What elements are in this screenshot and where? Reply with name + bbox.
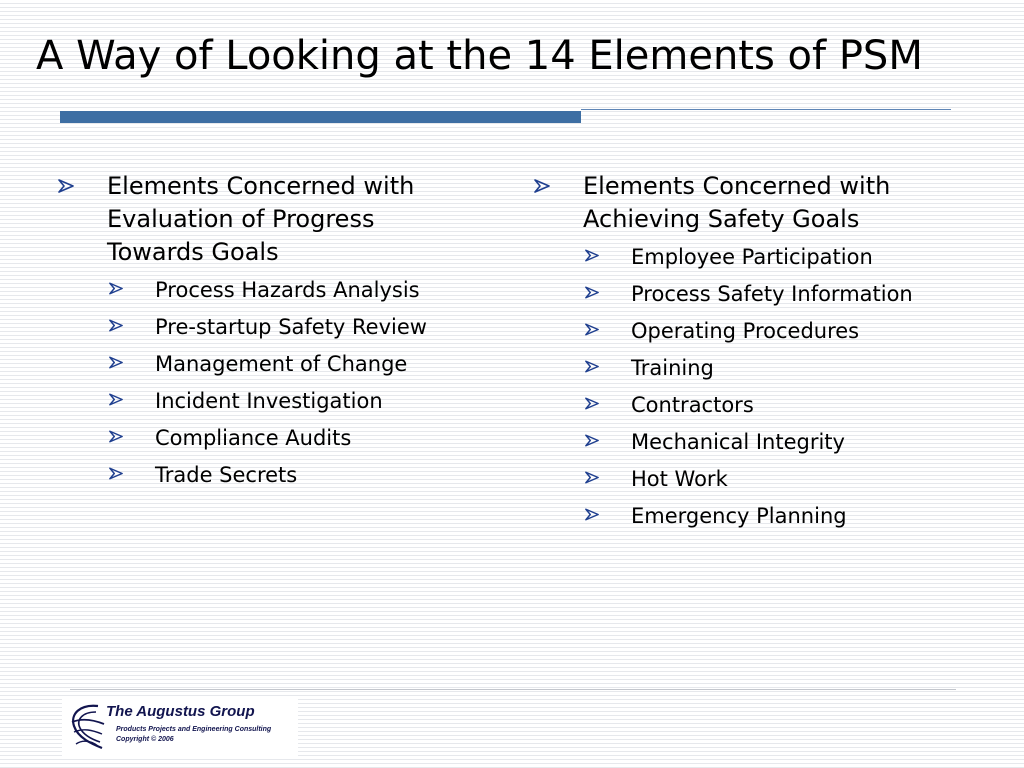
arrow-bullet-icon <box>532 170 583 193</box>
list-item <box>583 242 972 272</box>
list-item <box>583 353 972 383</box>
list-item-label: Operating Procedures <box>631 319 860 343</box>
arrow-bullet-icon <box>56 170 107 193</box>
list-item-label: Management of Change <box>155 352 408 376</box>
title-underline-thick <box>60 111 581 123</box>
right-column <box>532 170 972 538</box>
list-item-label: Incident Investigation <box>155 389 383 413</box>
list-item-label: Contractors <box>631 393 754 417</box>
arrow-bullet-icon <box>583 464 631 484</box>
left-sub-list <box>56 275 476 490</box>
list-item-label: Process Safety Information <box>631 282 913 306</box>
list-item-label: Emergency Planning <box>631 504 847 528</box>
list-item <box>583 501 972 531</box>
list-item <box>107 386 476 416</box>
list-item <box>583 390 972 420</box>
arrow-bullet-icon <box>583 427 631 447</box>
arrow-bullet-icon <box>583 316 631 336</box>
list-item <box>583 279 972 309</box>
list-item-label: Compliance Audits <box>155 426 352 450</box>
list-item <box>107 423 476 453</box>
list-item-label: Training <box>631 356 714 380</box>
title-underline-thin <box>581 109 951 110</box>
right-heading-item <box>532 170 972 236</box>
copyright-notice: Copyright © 2006 <box>116 736 174 743</box>
arrow-bullet-icon <box>583 390 631 410</box>
arrow-bullet-icon <box>107 423 155 443</box>
company-logo <box>62 697 298 757</box>
left-heading-item <box>56 170 476 269</box>
slide-title: A Way of Looking at the 14 Elements of PSM <box>36 33 923 79</box>
list-item-label: Pre-startup Safety Review <box>155 315 427 339</box>
company-name: The Augustus Group <box>106 703 255 720</box>
list-item-label: Trade Secrets <box>155 463 298 487</box>
list-item <box>107 275 476 305</box>
footer-divider <box>70 689 956 690</box>
arrow-bullet-icon <box>107 312 155 332</box>
left-heading-text: Elements Concerned with Evaluation of Progress Towards Goals <box>107 172 415 266</box>
arrow-bullet-icon <box>107 349 155 369</box>
arrow-bullet-icon <box>583 279 631 299</box>
list-item <box>107 349 476 379</box>
arrow-bullet-icon <box>583 501 631 521</box>
swirl-logo-icon <box>68 700 108 754</box>
left-column <box>56 170 476 497</box>
company-tagline: Products Projects and Engineering Consulting <box>116 726 272 733</box>
list-item-label: Mechanical Integrity <box>631 430 845 454</box>
arrow-bullet-icon <box>583 242 631 262</box>
list-item-label: Hot Work <box>631 467 728 491</box>
list-item <box>583 316 972 346</box>
list-item <box>107 460 476 490</box>
arrow-bullet-icon <box>583 353 631 373</box>
list-item-label: Process Hazards Analysis <box>155 278 420 302</box>
list-item <box>583 464 972 494</box>
arrow-bullet-icon <box>107 275 155 295</box>
right-sub-list <box>532 242 972 531</box>
list-item <box>107 312 476 342</box>
arrow-bullet-icon <box>107 460 155 480</box>
list-item <box>583 427 972 457</box>
list-item-label: Employee Participation <box>631 245 873 269</box>
arrow-bullet-icon <box>107 386 155 406</box>
right-heading-text: Elements Concerned with Achieving Safety Goals <box>583 172 891 233</box>
